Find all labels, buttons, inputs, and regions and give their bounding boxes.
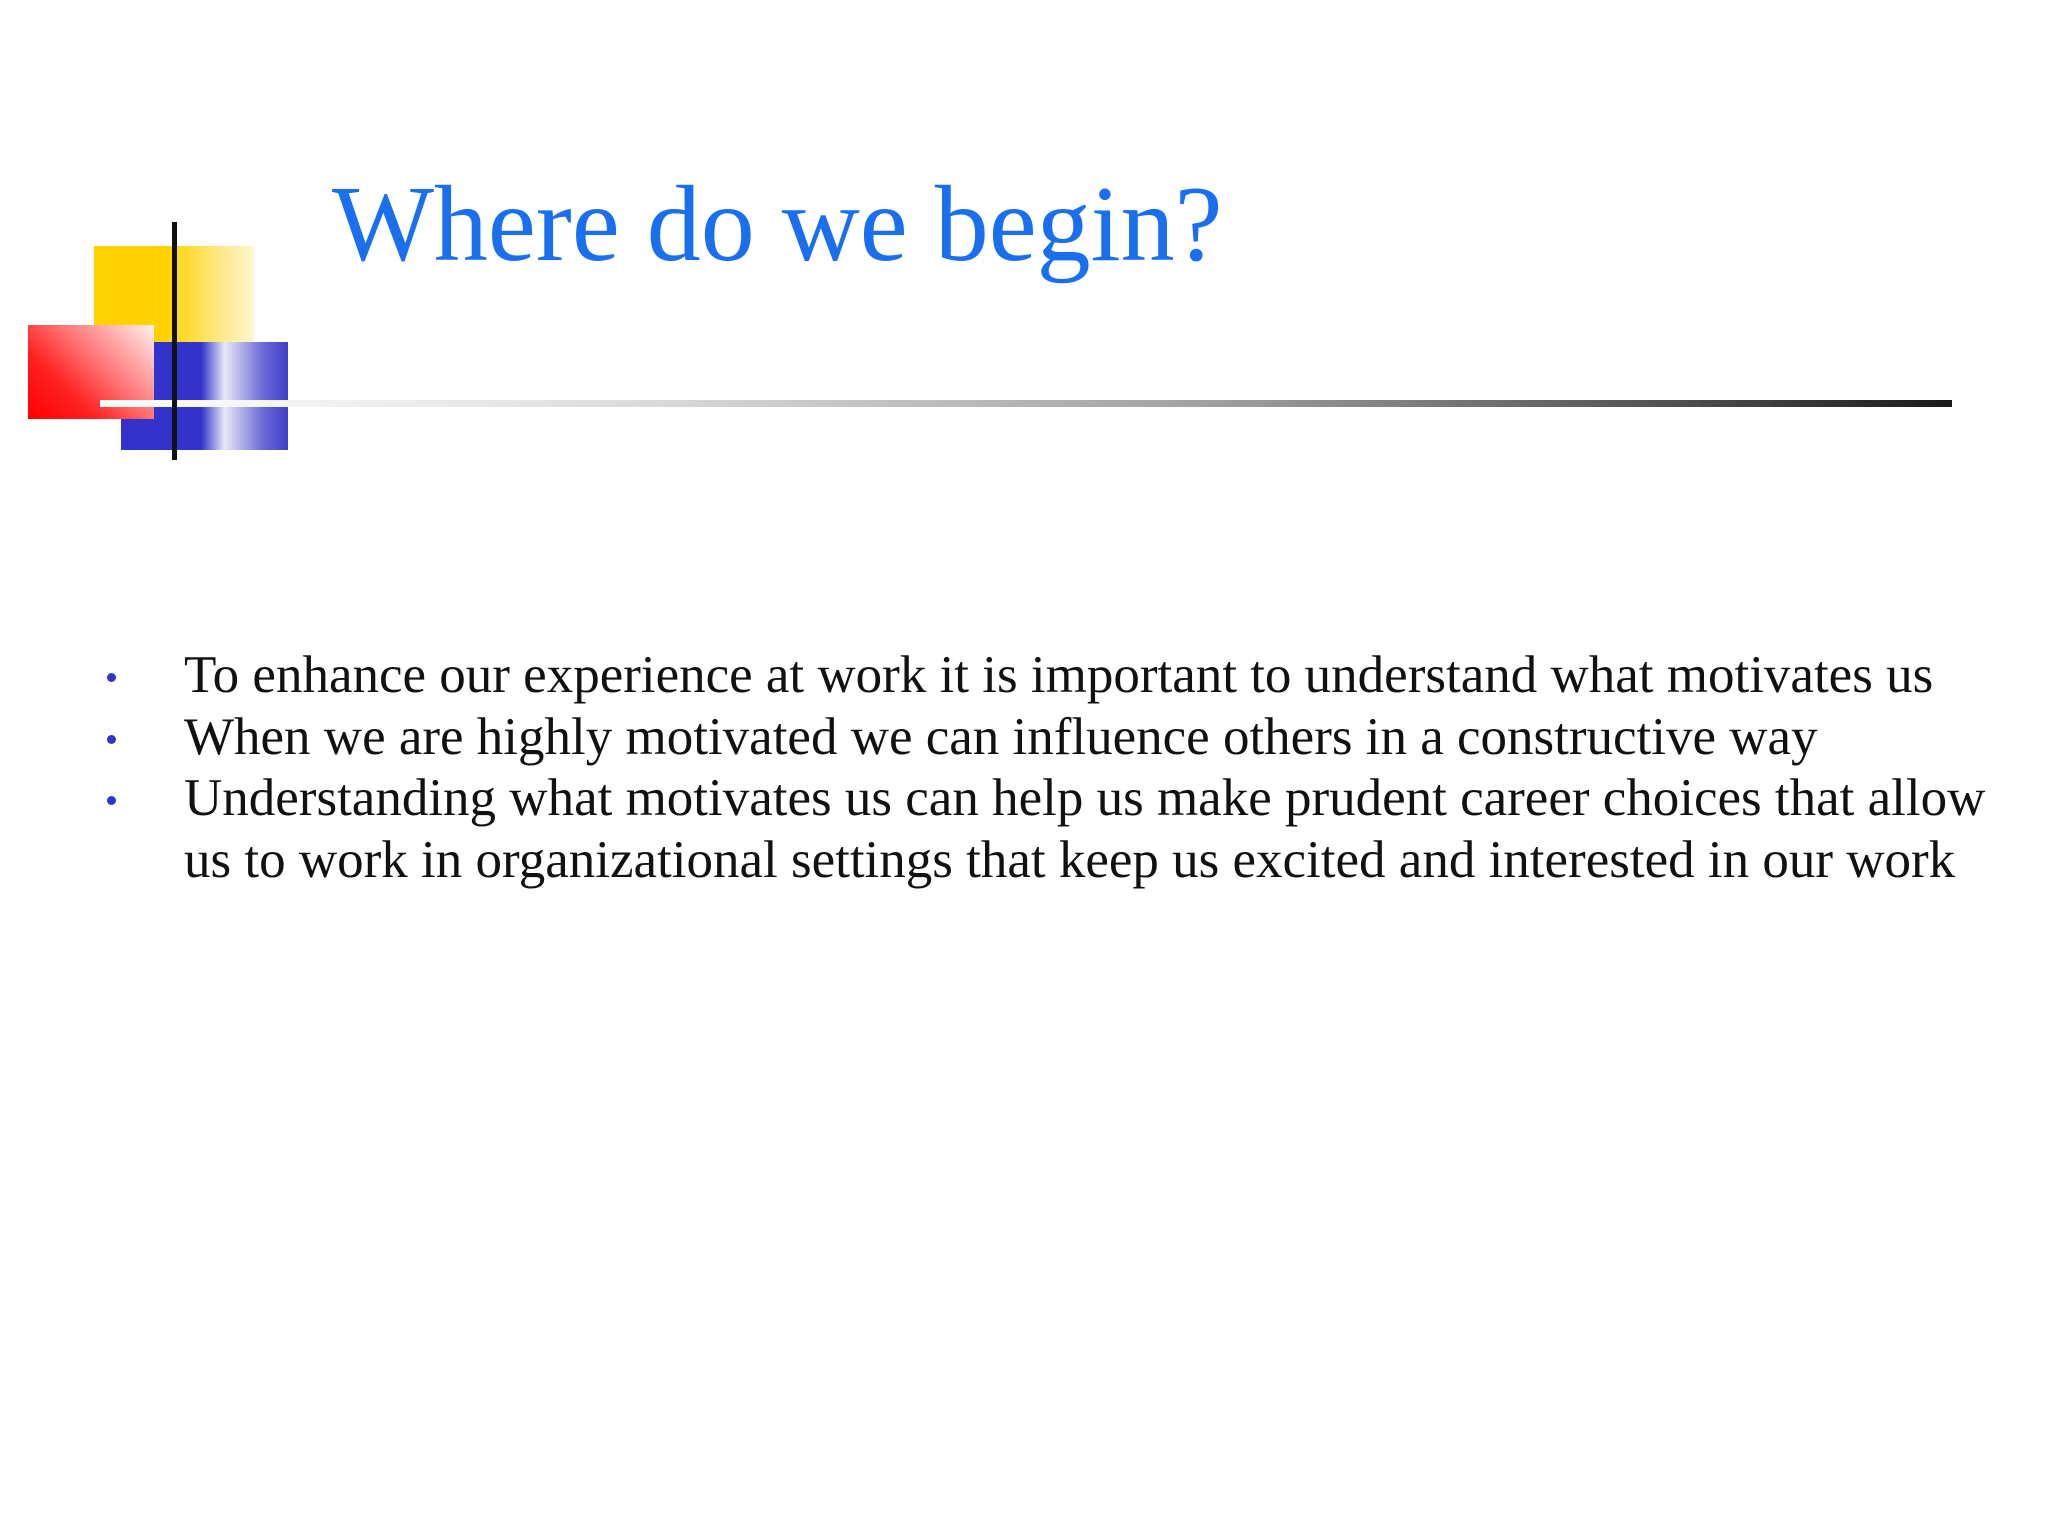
bullet-text: When we are highly motivated we can influence others in a constructive way [184,707,1818,766]
bullet-item [100,645,2000,707]
bullet-dot-icon [107,735,116,744]
bullet-list [100,645,2000,891]
slide-title: Where do we begin? [332,165,1223,284]
bullet-item [100,768,2000,891]
bullet-item [100,707,2000,769]
bullet-dot-icon [107,673,116,682]
vertical-bar-decoration [172,222,177,460]
bullet-text: To enhance our experience at work it is important to understand what motivates us [184,646,1934,704]
title-underline-rule [100,400,1952,407]
bullet-dot-icon [107,796,116,805]
bullet-text: Understanding what motivates us can help us make prudent career choices that allow us to work in organizational settings that keep us excited and interested in our work [184,769,1986,889]
